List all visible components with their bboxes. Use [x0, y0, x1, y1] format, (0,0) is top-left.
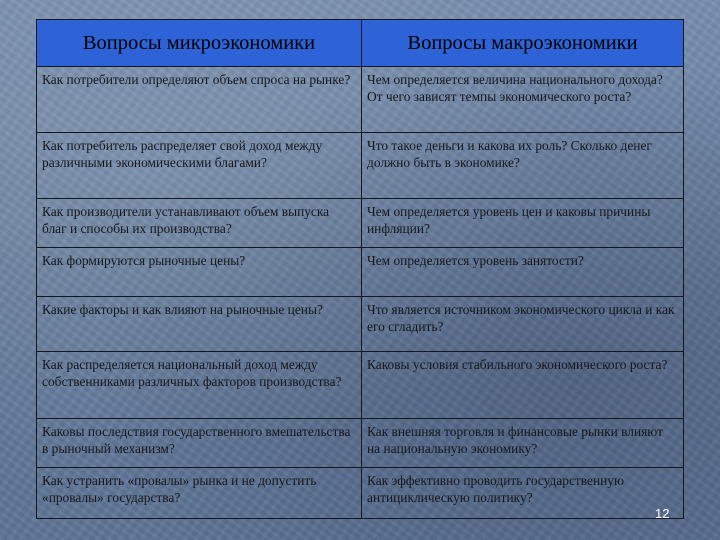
micro-question: Как устранить «провалы» рынка и не допустить «провалы» государства? [37, 468, 362, 519]
macro-question: Как внешняя торговля и финансовые рынки влияют на национальную экономику? [362, 419, 684, 468]
table-row [37, 351, 684, 418]
macro-question: Чем определяется величина национального дохода? От чего зависят темпы экономического роста? [362, 66, 684, 132]
header-micro: Вопросы микроэкономики [37, 20, 362, 67]
table-row [37, 199, 684, 248]
macro-question: Чем определяется уровень занятости? [362, 248, 684, 297]
micro-question: Какие факторы и как влияют на рыночные цены? [37, 296, 362, 351]
page-number: 12 [655, 506, 670, 521]
header-macro: Вопросы макроэкономики [362, 20, 684, 67]
table-header-row [37, 20, 684, 67]
table-row [37, 419, 684, 468]
macro-question: Что такое деньги и какова их роль? Сколько денег должно быть в экономике? [362, 133, 684, 199]
table-row [37, 248, 684, 297]
macro-question: Как эффективно проводить государственную антициклическую политику? [362, 468, 684, 519]
macro-question: Чем определяется уровень цен и каковы причины инфляции? [362, 199, 684, 248]
micro-question: Как потребители определяют объем спроса на рынке? [37, 66, 362, 132]
table-row [37, 133, 684, 199]
micro-question: Как распределяется национальный доход между собственниками различных факторов производства? [37, 351, 362, 418]
table-row [37, 296, 684, 351]
micro-question: Как формируются рыночные цены? [37, 248, 362, 297]
micro-question: Каковы последствия государственного вмешательства в рыночный механизм? [37, 419, 362, 468]
micro-question: Как потребитель распределяет свой доход между различными экономическими благами? [37, 133, 362, 199]
micro-question: Как производители устанавливают объем выпуска благ и способы их производства? [37, 199, 362, 248]
table-row [37, 468, 684, 519]
macro-question: Каковы условия стабильного экономического роста? [362, 351, 684, 418]
table-row [37, 66, 684, 132]
comparison-table [36, 19, 684, 519]
macro-question: Что является источником экономического цикла и как его сгладить? [362, 296, 684, 351]
